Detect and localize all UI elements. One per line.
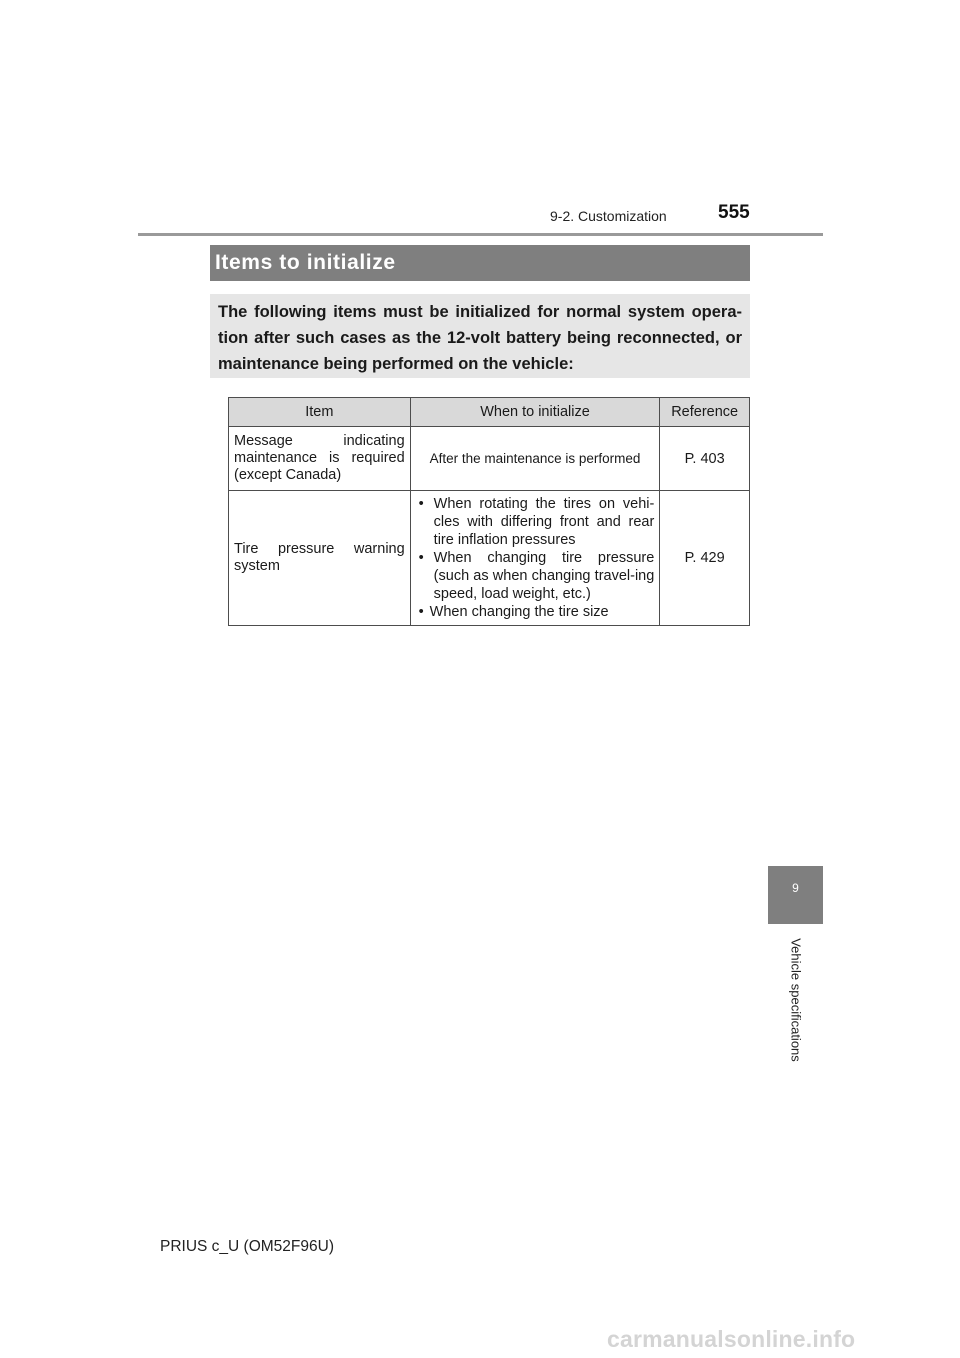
intro-box (210, 294, 750, 378)
column-header-item: Item (229, 398, 411, 427)
watermark: carmanualsonline.info (607, 1326, 856, 1352)
item-cell: Message indicating maintenance is required (except Canada) (229, 427, 411, 491)
list-item: • When rotating the tires on vehi-cles with differing front and rear tire inflation pressures (416, 495, 655, 549)
chapter-label: Vehicle specifications (788, 938, 804, 1062)
chapter-tab: 9 (768, 866, 823, 924)
table-row (229, 427, 750, 491)
column-header-when: When to initialize (410, 398, 660, 427)
section-title: 9-2. Customization (550, 208, 667, 224)
header-divider (138, 233, 823, 236)
section-heading: Items to initialize (215, 251, 396, 274)
reference-cell: P. 429 (660, 491, 750, 626)
initialize-table (228, 397, 750, 626)
reference-cell: P. 403 (660, 427, 750, 491)
list-item: • When changing tire pressure (such as when changing travel-ing speed, load weight, etc.) (416, 549, 655, 603)
intro-text: The following items must be initialized for normal system opera-tion after such cases as the 12-volt battery being reconnected, or maintenance being performed on the vehicle: (218, 303, 742, 373)
footer-model: PRIUS c_U (OM52F96U) (160, 1238, 334, 1255)
when-cell (410, 491, 660, 626)
table-row (229, 491, 750, 626)
when-cell: After the maintenance is performed (410, 427, 660, 491)
list-item: • When changing the tire size (416, 603, 655, 621)
section-heading-bar (210, 245, 750, 281)
when-list (416, 495, 655, 621)
table-header-row (229, 398, 750, 427)
page-number: 555 (718, 202, 750, 223)
item-cell: Tire pressure warning system (229, 491, 411, 626)
column-header-reference: Reference (660, 398, 750, 427)
